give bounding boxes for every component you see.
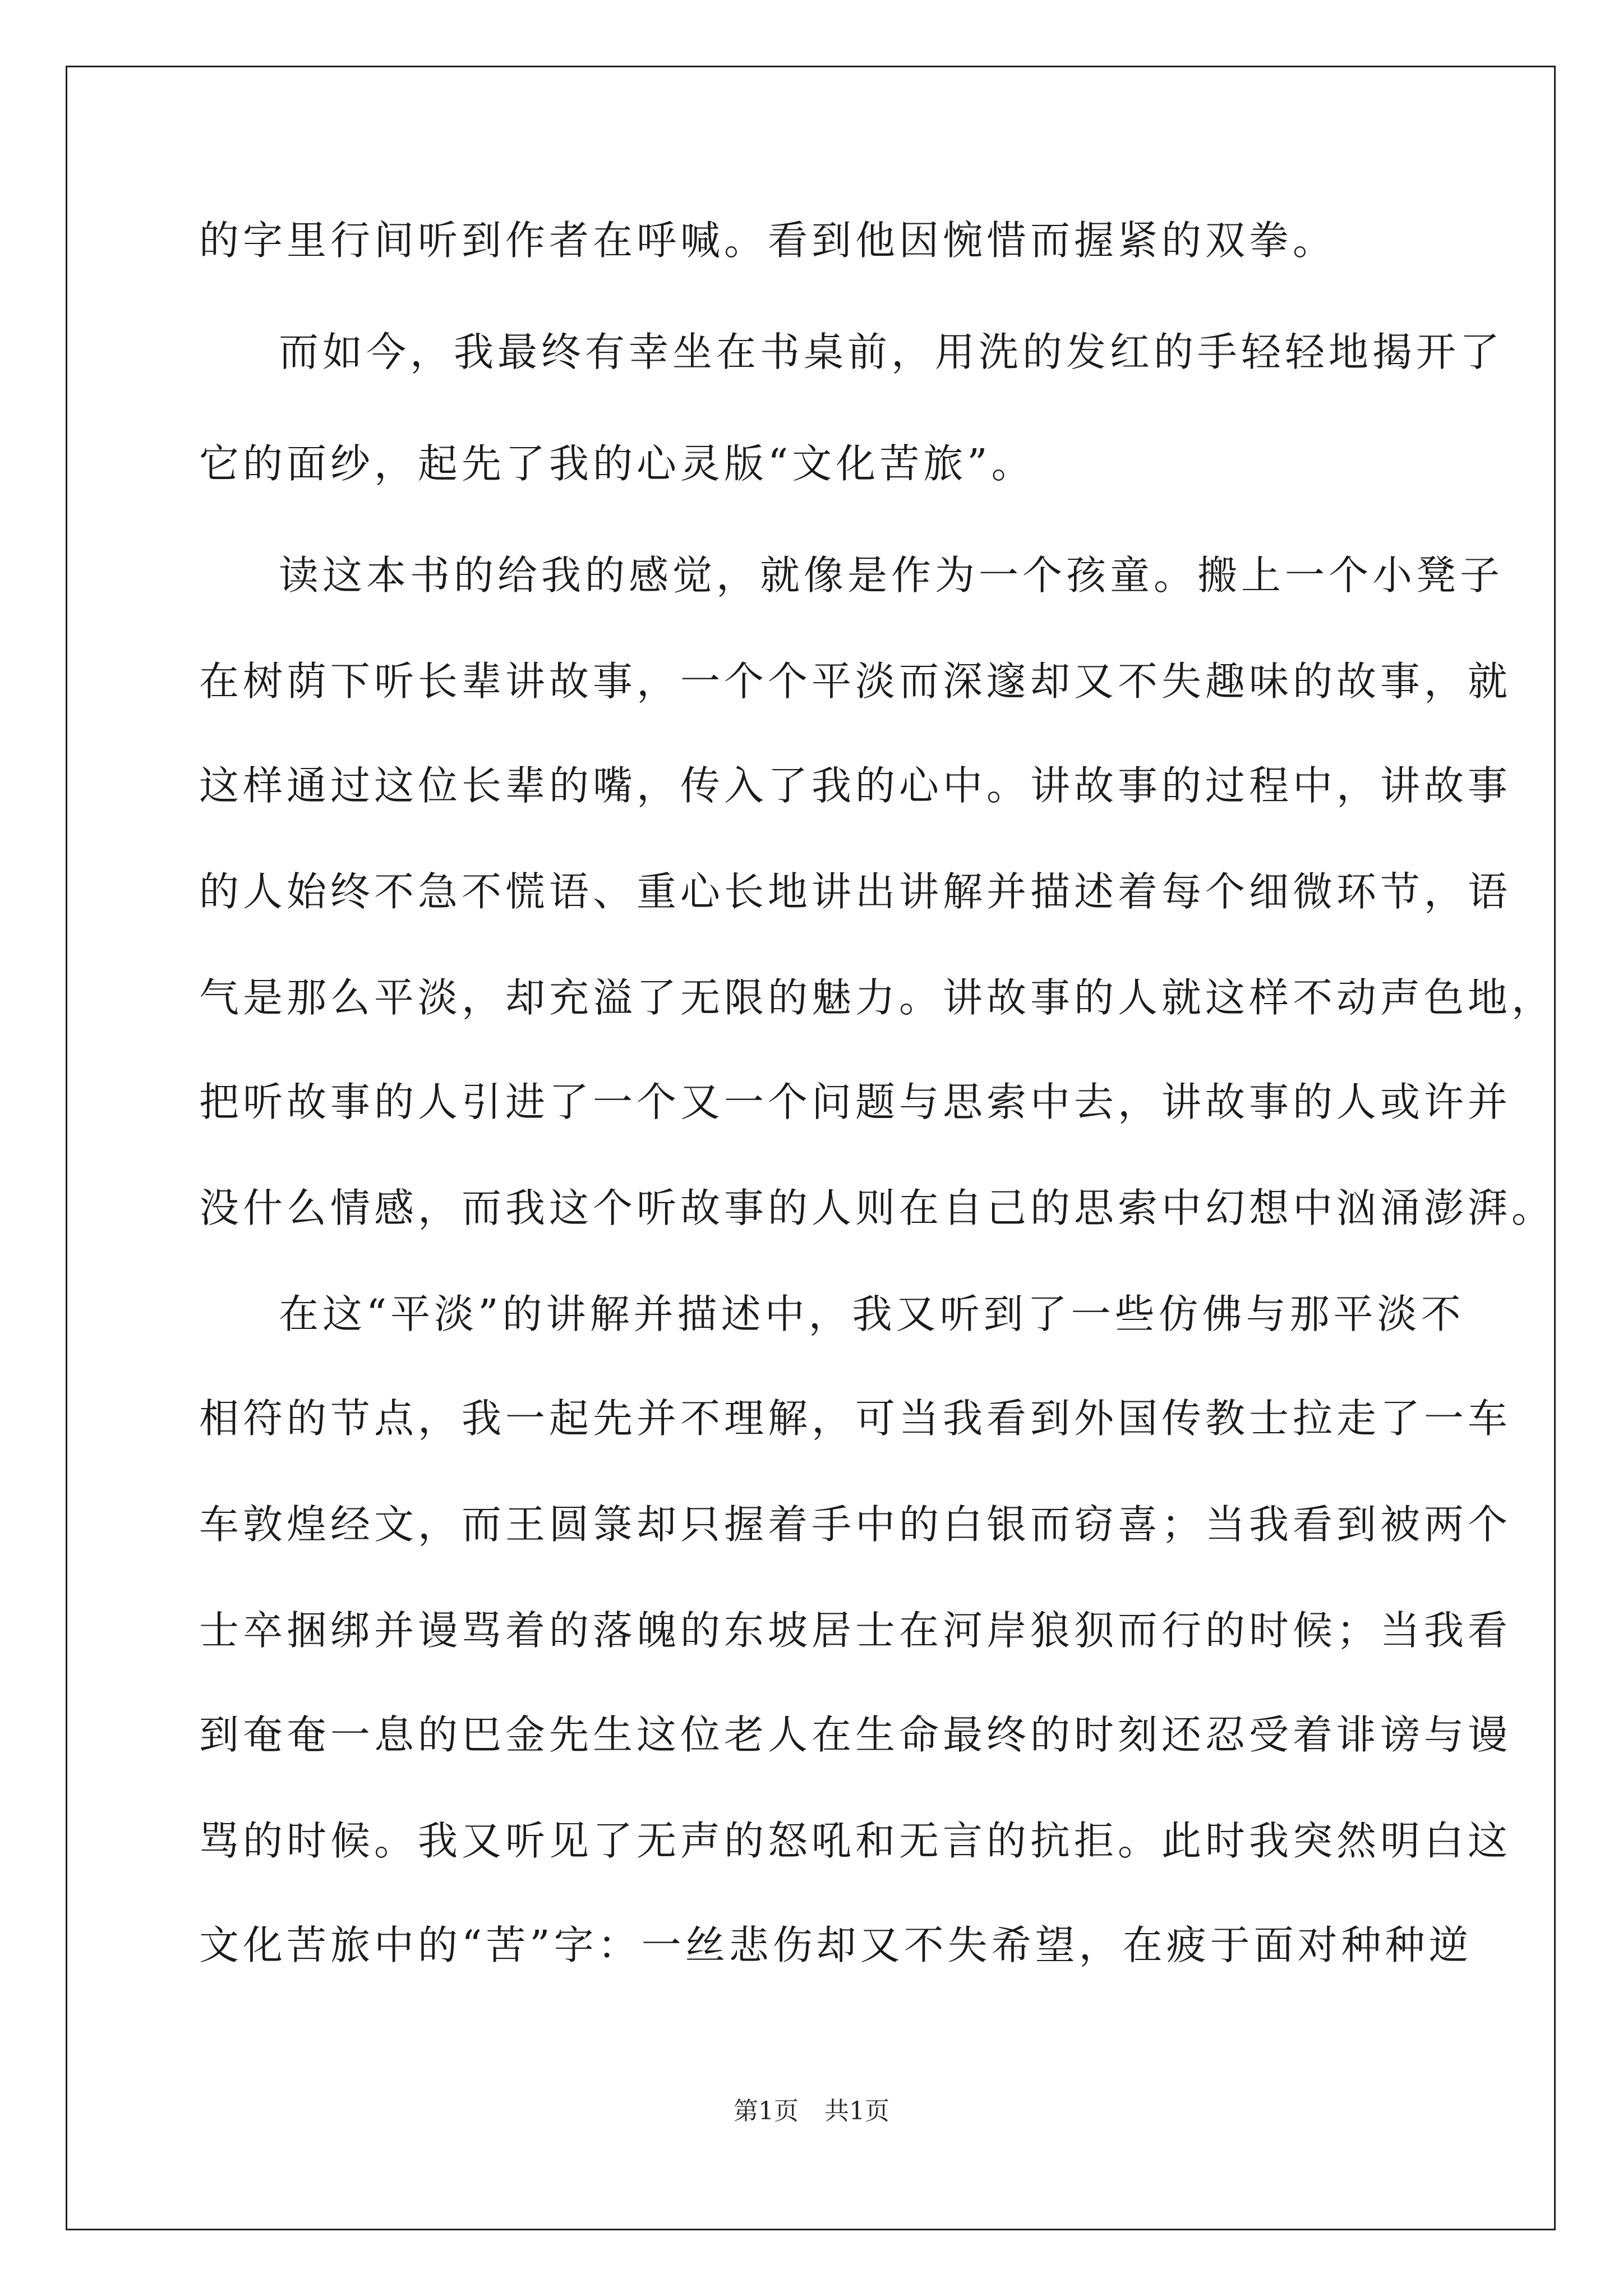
- text-line: 这样通过这位长辈的嘴，传入了我的心中。讲故事的过程中，讲故事: [199, 762, 1512, 809]
- page-number: 第1页: [734, 2097, 799, 2125]
- text-line: 骂的时候。我又听见了无声的怒吼和无言的抗拒。此时我突然明白这: [199, 1818, 1512, 1864]
- text-line: 相符的节点，我一起先并不理解，可当我看到外国传教士拉走了一车: [199, 1395, 1512, 1442]
- page-total: 共1页: [824, 2097, 889, 2125]
- text-line: 士卒捆绑并谩骂着的落魄的东坡居士在河岸狼狈而行的时候；当我看: [199, 1607, 1512, 1654]
- text-line: 而如今，我最终有幸坐在书桌前，用洗的发红的手轻轻地揭开了: [279, 329, 1504, 375]
- text-line: 文化苦旅中的“苦”字：一丝悲伤却又不失希望，在疲于面对种种逆: [199, 1922, 1473, 1968]
- text-line: 在树荫下听长辈讲故事，一个个平淡而深邃却又不失趣味的故事，就: [199, 658, 1512, 705]
- text-line: 到奄奄一息的巴金先生这位老人在生命最终的时刻还忍受着诽谤与谩: [199, 1711, 1512, 1758]
- text-line: 它的面纱，起先了我的心灵版“文化苦旅”。: [199, 440, 1035, 487]
- text-line: 气是那么平淡，却充溢了无限的魅力。讲故事的人就这样不动声色地，: [199, 974, 1556, 1021]
- text-line: 读这本书的给我的感觉，就像是作为一个孩童。搬上一个小凳子: [279, 552, 1504, 599]
- text-line: 的字里行间听到作者在呼喊。看到他因惋惜而握紧的双拳。: [199, 217, 1337, 264]
- text-line: 没什么情感，而我这个听故事的人则在自己的思索中幻想中汹涌澎湃。: [199, 1185, 1556, 1231]
- text-line: 在这“平淡”的讲解并描述中，我又听到了一些仿佛与那平淡不: [279, 1291, 1465, 1337]
- text-line: 车敦煌经文，而王圆箓却只握着手中的白银而窃喜；当我看到被两个: [199, 1501, 1512, 1548]
- page-border: [66, 66, 1556, 2230]
- text-line: 的人始终不急不慌语、重心长地讲出讲解并描述着每个细微环节，语: [199, 868, 1512, 915]
- page-footer: [0, 2096, 1623, 2127]
- text-line: 把听故事的人引进了一个又一个问题与思索中去，讲故事的人或许并: [199, 1079, 1512, 1125]
